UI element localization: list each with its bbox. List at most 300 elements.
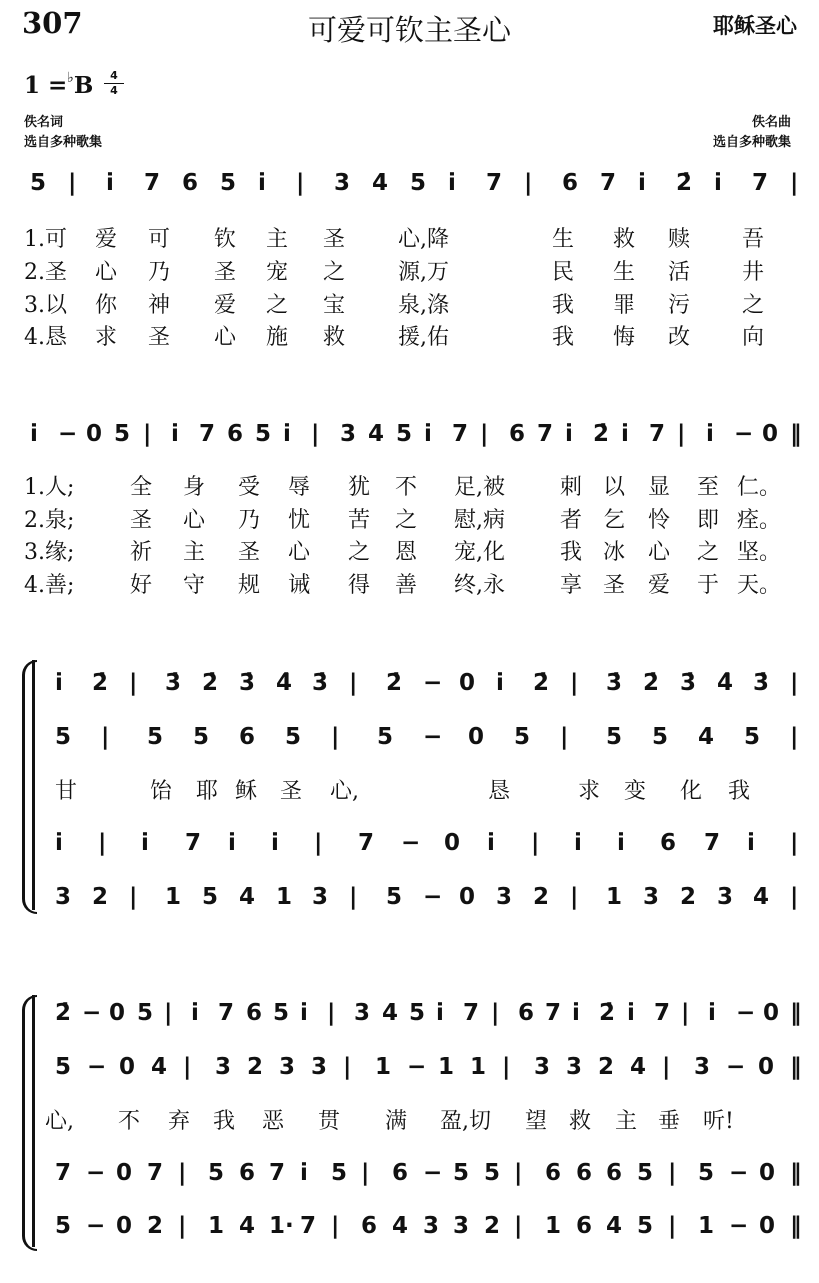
note: 5 bbox=[220, 170, 237, 196]
lyric-syllable: 显 bbox=[648, 475, 671, 500]
note: 5 bbox=[55, 1054, 72, 1080]
lyric-syllable: 诫 bbox=[288, 573, 311, 598]
lyric-syllable: 心, bbox=[45, 1109, 74, 1134]
barline: | bbox=[178, 1213, 187, 1239]
note: 0 bbox=[758, 1054, 775, 1080]
lyric-syllable: 身 bbox=[183, 475, 206, 500]
lyric-syllable: 施 bbox=[266, 325, 289, 350]
barline: ‖ bbox=[790, 1000, 802, 1026]
barline: | bbox=[668, 1213, 677, 1239]
lyric-syllable: 坚。 bbox=[737, 540, 782, 565]
note: i̇ bbox=[191, 1000, 199, 1026]
verse-4-line-2 bbox=[0, 568, 819, 596]
barline: | bbox=[143, 421, 152, 447]
note: 1 bbox=[276, 884, 293, 910]
note: 6 bbox=[239, 1160, 256, 1186]
lyric-syllable: 可 bbox=[148, 227, 171, 252]
note: − bbox=[726, 1054, 746, 1080]
lyric-syllable: 我 bbox=[552, 293, 575, 318]
barline: | bbox=[570, 884, 579, 910]
lyric-syllable: 终,永 bbox=[454, 573, 505, 598]
note: 2 bbox=[484, 1213, 501, 1239]
note: 2 bbox=[680, 884, 697, 910]
lyric-syllable: 神 bbox=[148, 293, 171, 318]
note: 6 bbox=[246, 1000, 263, 1026]
note: − bbox=[87, 1054, 107, 1080]
note: 7 bbox=[463, 1000, 480, 1026]
lyric-syllable: 源,万 bbox=[398, 260, 449, 285]
time-signature: 4 4 bbox=[104, 70, 124, 97]
note: i̇ bbox=[300, 1160, 308, 1186]
lyric-syllable: 忧 bbox=[288, 508, 311, 533]
note: 7 bbox=[147, 1160, 164, 1186]
note: 3 bbox=[215, 1054, 232, 1080]
verse-2-line-1 bbox=[0, 255, 819, 283]
note: 6 bbox=[545, 1160, 562, 1186]
lyric-syllable: 弃 bbox=[168, 1109, 191, 1134]
barline: ‖ bbox=[790, 1213, 802, 1239]
lyric-syllable: 钦 bbox=[214, 227, 237, 252]
refrain-lyric-line-2 bbox=[0, 1104, 819, 1132]
note: 6 bbox=[518, 1000, 535, 1026]
note: 5 bbox=[484, 1160, 501, 1186]
note: 7 bbox=[218, 1000, 235, 1026]
lyricist-credit: 佚名词 选自多种歌集 bbox=[24, 115, 103, 150]
soprano-line-4 bbox=[0, 1000, 819, 1030]
lyric-syllable: 恳 bbox=[488, 779, 511, 804]
note: i̇ bbox=[574, 830, 582, 856]
note: i̇ bbox=[565, 421, 573, 447]
barline: | bbox=[349, 884, 358, 910]
bass-line-4 bbox=[0, 1213, 819, 1243]
note: 3 bbox=[311, 1054, 328, 1080]
barline: ‖ bbox=[790, 1054, 802, 1080]
note: 5 bbox=[114, 421, 131, 447]
note: 3 bbox=[279, 1054, 296, 1080]
note: i̇ bbox=[621, 421, 629, 447]
note: i̇ bbox=[706, 421, 714, 447]
barline: | bbox=[677, 421, 686, 447]
lyric-syllable: 听! bbox=[703, 1109, 734, 1134]
note: 2̇ bbox=[55, 1000, 72, 1026]
note: 5 bbox=[55, 1213, 72, 1239]
note: 7 bbox=[486, 170, 503, 196]
barline: | bbox=[524, 170, 533, 196]
note: i̇ bbox=[141, 830, 149, 856]
hymn-number: 307 bbox=[22, 6, 83, 40]
barline: | bbox=[514, 1213, 523, 1239]
note: 5 bbox=[377, 724, 394, 750]
note: 5 bbox=[637, 1213, 654, 1239]
lyric-syllable: 之 bbox=[266, 293, 289, 318]
note: 7 bbox=[300, 1213, 317, 1239]
note: 0 bbox=[444, 830, 461, 856]
note: − bbox=[407, 1054, 427, 1080]
note: 3̇ bbox=[753, 670, 770, 696]
note: 5 bbox=[208, 1160, 225, 1186]
note: 5 bbox=[193, 724, 210, 750]
lyric-syllable: 耶 bbox=[196, 779, 219, 804]
note: 3 bbox=[496, 884, 513, 910]
lyric-syllable: 2.圣 bbox=[24, 260, 67, 285]
note: 2 bbox=[533, 884, 550, 910]
lyric-syllable: 圣 bbox=[148, 325, 171, 350]
note: 6 bbox=[562, 170, 579, 196]
lyric-syllable: 得 bbox=[348, 573, 371, 598]
lyric-syllable: 饴 bbox=[150, 779, 173, 804]
lyric-syllable: 主 bbox=[615, 1109, 638, 1134]
note: 0 bbox=[763, 1000, 780, 1026]
note: 4 bbox=[151, 1054, 168, 1080]
lyric-syllable: 之 bbox=[395, 508, 418, 533]
note: 2̇ bbox=[643, 670, 660, 696]
lyric-syllable: 以 bbox=[603, 475, 626, 500]
brace-bar bbox=[32, 660, 35, 910]
barline: | bbox=[662, 1054, 671, 1080]
lyric-syllable: 4.善; bbox=[24, 573, 75, 598]
note: 5 bbox=[202, 884, 219, 910]
note: 2 bbox=[247, 1054, 264, 1080]
lyric-syllable: 你 bbox=[95, 293, 118, 318]
note: − bbox=[423, 724, 443, 750]
note: 1 bbox=[165, 884, 182, 910]
lyric-syllable: 之 bbox=[323, 260, 346, 285]
barline: | bbox=[296, 170, 305, 196]
lyric-syllable: 我 bbox=[552, 325, 575, 350]
note: i̇ bbox=[424, 421, 432, 447]
note: 6 bbox=[606, 1160, 623, 1186]
lyric-syllable: 化 bbox=[680, 779, 703, 804]
note: 3̇ bbox=[680, 670, 697, 696]
barline: | bbox=[343, 1054, 352, 1080]
lyric-syllable: 乃 bbox=[148, 260, 171, 285]
note: 5 bbox=[409, 1000, 426, 1026]
lyric-syllable: 改 bbox=[668, 325, 691, 350]
lyric-syllable: 犹 bbox=[348, 475, 371, 500]
lyric-syllable: 1.人; bbox=[24, 475, 75, 500]
note: − bbox=[729, 1160, 749, 1186]
brace-bar bbox=[32, 995, 35, 1247]
flat-sign: ♭ bbox=[67, 70, 74, 87]
note: − bbox=[86, 1160, 106, 1186]
note: − bbox=[729, 1213, 749, 1239]
note: i̇ bbox=[106, 170, 114, 196]
lyric-syllable: 至 bbox=[697, 475, 720, 500]
note: 5 bbox=[331, 1160, 348, 1186]
lyric-syllable: 心 bbox=[183, 508, 206, 533]
note: 4 bbox=[392, 1213, 409, 1239]
note: i̇ bbox=[627, 1000, 635, 1026]
barline: | bbox=[502, 1054, 511, 1080]
lyric-syllable: 甘 bbox=[55, 779, 78, 804]
note: i̇ bbox=[436, 1000, 444, 1026]
note: 0 bbox=[759, 1160, 776, 1186]
barline: | bbox=[311, 421, 320, 447]
note: i̇ bbox=[617, 830, 625, 856]
note: 3 bbox=[694, 1054, 711, 1080]
lyric-syllable: 向 bbox=[742, 325, 765, 350]
lyric-syllable: 心, bbox=[330, 779, 359, 804]
lyric-syllable: 心 bbox=[214, 325, 237, 350]
lyric-syllable: 祈 bbox=[130, 540, 153, 565]
lyric-syllable: 恶 bbox=[262, 1109, 285, 1134]
note: 7 bbox=[654, 1000, 671, 1026]
note: i̇ bbox=[171, 421, 179, 447]
note: 3 bbox=[453, 1213, 470, 1239]
barline: | bbox=[314, 830, 323, 856]
note: i̇ bbox=[55, 830, 63, 856]
note: 2̇ bbox=[202, 670, 219, 696]
note: i̇ bbox=[487, 830, 495, 856]
note: 7 bbox=[199, 421, 216, 447]
note: 5 bbox=[55, 724, 72, 750]
note: i̇ bbox=[258, 170, 266, 196]
lyric-syllable: 泉,涤 bbox=[398, 293, 449, 318]
note: 6 bbox=[392, 1160, 409, 1186]
note: 5 bbox=[396, 421, 413, 447]
lyric-syllable: 活 bbox=[668, 260, 691, 285]
note: 3 bbox=[334, 170, 351, 196]
lyric-syllable: 主 bbox=[183, 540, 206, 565]
note: i̇ bbox=[30, 421, 38, 447]
lyric-syllable: 圣 bbox=[323, 227, 346, 252]
note: 1 bbox=[208, 1213, 225, 1239]
lyric-syllable: 救 bbox=[569, 1109, 592, 1134]
lyric-syllable: 1.可 bbox=[24, 227, 67, 252]
lyric-syllable: 2.泉; bbox=[24, 508, 75, 533]
note: 3 bbox=[566, 1054, 583, 1080]
barline: | bbox=[361, 1160, 370, 1186]
key-signature: 1 =♭B bbox=[24, 70, 94, 99]
melody-line-2 bbox=[0, 421, 819, 451]
barline: | bbox=[790, 670, 799, 696]
barline: | bbox=[480, 421, 489, 447]
note: 5 bbox=[514, 724, 531, 750]
note: 7 bbox=[600, 170, 617, 196]
barline: | bbox=[790, 884, 799, 910]
note: 0 bbox=[759, 1213, 776, 1239]
note: 2̇ bbox=[599, 1000, 616, 1026]
note: 7 bbox=[752, 170, 769, 196]
lyric-syllable: 心 bbox=[95, 260, 118, 285]
lyric-syllable: 足,被 bbox=[454, 475, 505, 500]
note: 2 bbox=[598, 1054, 615, 1080]
note: 0 bbox=[116, 1160, 133, 1186]
barline: | bbox=[668, 1160, 677, 1186]
lyric-syllable: 4.恳 bbox=[24, 325, 67, 350]
note: 3 bbox=[55, 884, 72, 910]
note: 4 bbox=[382, 1000, 399, 1026]
note: 5 bbox=[453, 1160, 470, 1186]
lyric-syllable: 刺 bbox=[560, 475, 583, 500]
note: 3 bbox=[354, 1000, 371, 1026]
lyric-syllable: 规 bbox=[238, 573, 261, 598]
note: 7 bbox=[185, 830, 202, 856]
note: 3̇ bbox=[312, 670, 329, 696]
note: 5 bbox=[410, 170, 427, 196]
note: 0 bbox=[119, 1054, 136, 1080]
lyric-syllable: 不 bbox=[395, 475, 418, 500]
note: i̇ bbox=[228, 830, 236, 856]
lyric-syllable: 圣 bbox=[238, 540, 261, 565]
note: 5 bbox=[652, 724, 669, 750]
verse-2-line-2 bbox=[0, 503, 819, 531]
note: 5 bbox=[386, 884, 403, 910]
lyric-syllable: 求 bbox=[578, 779, 601, 804]
verse-4-line-1 bbox=[0, 320, 819, 348]
note: i̇ bbox=[300, 1000, 308, 1026]
barline: | bbox=[790, 830, 799, 856]
lyric-syllable: 污 bbox=[668, 293, 691, 318]
barline: | bbox=[491, 1000, 500, 1026]
note: 4 bbox=[606, 1213, 623, 1239]
note: − bbox=[423, 1160, 443, 1186]
note: 7 bbox=[537, 421, 554, 447]
lyric-syllable: 爱 bbox=[648, 573, 671, 598]
note: 3 bbox=[312, 884, 329, 910]
lyric-syllable: 守 bbox=[183, 573, 206, 598]
lyric-syllable: 民 bbox=[552, 260, 575, 285]
note: i̇ bbox=[55, 670, 63, 696]
lyric-syllable: 辱 bbox=[288, 475, 311, 500]
note: 0 bbox=[116, 1213, 133, 1239]
note: 4 bbox=[368, 421, 385, 447]
note: 1 bbox=[438, 1054, 455, 1080]
barline: | bbox=[129, 670, 138, 696]
alto-line-4 bbox=[0, 1054, 819, 1084]
lyric-syllable: 我 bbox=[213, 1109, 236, 1134]
note: 6 bbox=[660, 830, 677, 856]
lyric-syllable: 我 bbox=[728, 779, 751, 804]
note: 1 bbox=[698, 1213, 715, 1239]
note: 4̇ bbox=[717, 670, 734, 696]
note: − bbox=[423, 884, 443, 910]
note: 3 bbox=[717, 884, 734, 910]
lyric-syllable: 我 bbox=[560, 540, 583, 565]
note: − bbox=[736, 1000, 756, 1026]
note: 2 bbox=[147, 1213, 164, 1239]
note: 0 bbox=[459, 670, 476, 696]
note: 7 bbox=[704, 830, 721, 856]
lyric-syllable: 者 bbox=[560, 508, 583, 533]
lyric-syllable: 善 bbox=[395, 573, 418, 598]
lyric-syllable: 之 bbox=[348, 540, 371, 565]
lyric-syllable: 宝 bbox=[323, 293, 346, 318]
lyric-syllable: 垂 bbox=[658, 1109, 681, 1134]
note: 1 bbox=[545, 1213, 562, 1239]
barline: | bbox=[349, 670, 358, 696]
note: 7 bbox=[452, 421, 469, 447]
refrain-lyric-line-1 bbox=[0, 774, 819, 802]
lyric-syllable: 痊。 bbox=[737, 508, 782, 533]
lyric-syllable: 全 bbox=[130, 475, 153, 500]
barline: | bbox=[570, 670, 579, 696]
note: 1 bbox=[606, 884, 623, 910]
soprano-line-3 bbox=[0, 670, 819, 700]
note: 5 bbox=[137, 1000, 154, 1026]
lyric-syllable: 之 bbox=[742, 293, 765, 318]
barline: | bbox=[178, 1160, 187, 1186]
note: 5 bbox=[273, 1000, 290, 1026]
note: 0 bbox=[86, 421, 103, 447]
note: 5 bbox=[147, 724, 164, 750]
barline: | bbox=[164, 1000, 173, 1026]
barline: | bbox=[681, 1000, 690, 1026]
note: − bbox=[86, 1213, 106, 1239]
note: 0 bbox=[109, 1000, 126, 1026]
lyric-syllable: 怜 bbox=[648, 508, 671, 533]
barline: | bbox=[129, 884, 138, 910]
hymn-title: 可爱可钦主圣心 bbox=[307, 13, 511, 47]
barline: ‖ bbox=[790, 1160, 802, 1186]
note: 7 bbox=[649, 421, 666, 447]
lyric-syllable: 即 bbox=[697, 508, 720, 533]
note: 6 bbox=[576, 1213, 593, 1239]
note: 3 bbox=[534, 1054, 551, 1080]
note: 7 bbox=[55, 1160, 72, 1186]
barline: | bbox=[790, 724, 799, 750]
note: 3̇ bbox=[239, 670, 256, 696]
lyric-syllable: 好 bbox=[130, 573, 153, 598]
lyric-syllable: 受 bbox=[238, 475, 261, 500]
note: 0 bbox=[468, 724, 485, 750]
lyric-syllable: 生 bbox=[613, 260, 636, 285]
note: 4 bbox=[698, 724, 715, 750]
lyric-syllable: 圣 bbox=[130, 508, 153, 533]
lyric-syllable: 心 bbox=[288, 540, 311, 565]
lyric-syllable: 井 bbox=[742, 260, 765, 285]
note: 3 bbox=[340, 421, 357, 447]
note: 1 bbox=[470, 1054, 487, 1080]
note: 4̇ bbox=[276, 670, 293, 696]
lyric-syllable: 恩 bbox=[395, 540, 418, 565]
barline: | bbox=[331, 1213, 340, 1239]
barline: | bbox=[98, 830, 107, 856]
lyric-syllable: 救 bbox=[323, 325, 346, 350]
lyric-syllable: 稣 bbox=[235, 779, 258, 804]
alto-line-3 bbox=[0, 724, 819, 754]
lyric-syllable: 爱 bbox=[95, 227, 118, 252]
lyric-syllable: 乞 bbox=[603, 508, 626, 533]
note: 6 bbox=[227, 421, 244, 447]
lyric-syllable: 宠,化 bbox=[454, 540, 505, 565]
barline: | bbox=[790, 170, 799, 196]
note: 5 bbox=[255, 421, 272, 447]
note: − bbox=[82, 1000, 102, 1026]
note: 7 bbox=[144, 170, 161, 196]
note: 3̇ bbox=[165, 670, 182, 696]
note: i̇ bbox=[714, 170, 722, 196]
note: 7 bbox=[545, 1000, 562, 1026]
lyric-syllable: 圣 bbox=[603, 573, 626, 598]
lyric-syllable: 罪 bbox=[613, 293, 636, 318]
note: 4 bbox=[753, 884, 770, 910]
lyric-syllable: 求 bbox=[95, 325, 118, 350]
note: 4 bbox=[239, 884, 256, 910]
melody-line-1 bbox=[0, 170, 819, 200]
lyric-syllable: 赎 bbox=[668, 227, 691, 252]
composer-credit: 佚名曲 选自多种歌集 bbox=[712, 115, 791, 150]
lyric-syllable: 主 bbox=[266, 227, 289, 252]
barline: ‖ bbox=[790, 421, 802, 447]
lyric-syllable: 乃 bbox=[238, 508, 261, 533]
verse-3-line-2 bbox=[0, 535, 819, 563]
lyric-syllable: 生 bbox=[552, 227, 575, 252]
lyric-syllable: 爱 bbox=[214, 293, 237, 318]
lyric-syllable: 苦 bbox=[348, 508, 371, 533]
note: 3̇ bbox=[606, 670, 623, 696]
barline: | bbox=[101, 724, 110, 750]
